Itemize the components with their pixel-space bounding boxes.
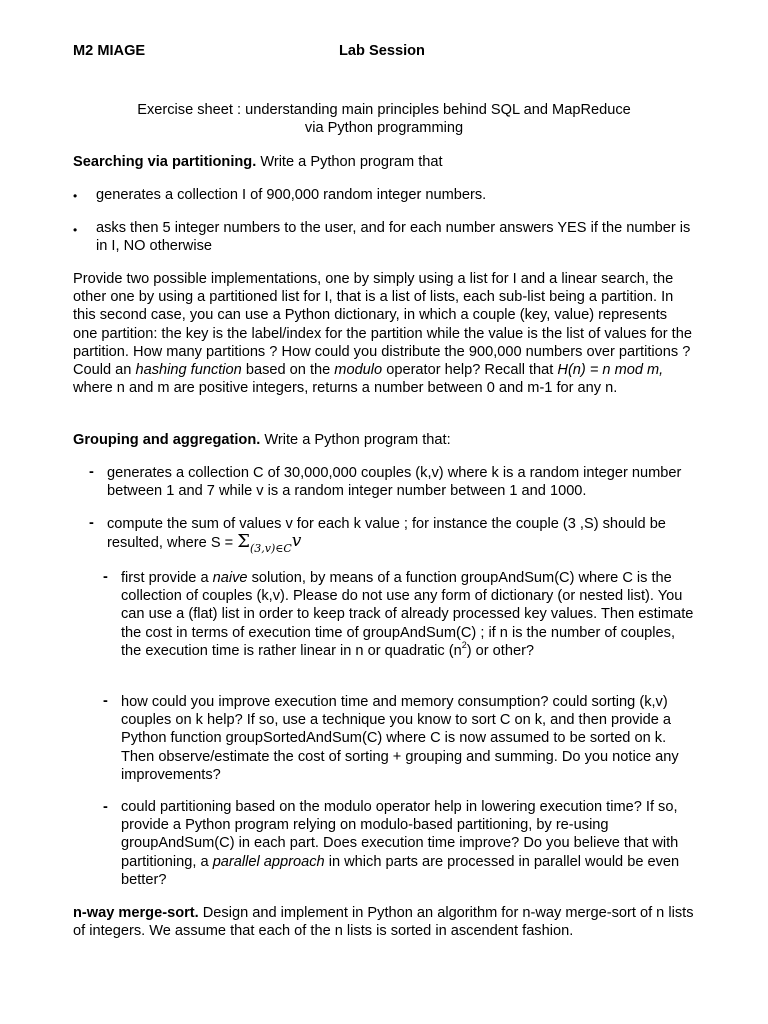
para-part-4: where n and m are positive integers, returns a number between 0 and m-1 for any n.: [73, 380, 618, 397]
grouping-sub-1: [121, 569, 697, 660]
dash-marker: -: [89, 464, 94, 480]
searching-intro-text: Write a Python program that: [256, 154, 443, 170]
mergesort-heading: n-way merge-sort.: [73, 905, 199, 921]
title-line-2: via Python programming: [304, 120, 464, 136]
bullet-marker: •: [73, 223, 78, 237]
grouping-sub-2: how could you improve execution time and memory consumption? could sorting (k,v) couples on k help? If so, use a technique you know to sort C on k, and then provide a Python function groupSortedAndSum(C) where C is now assumed to be sorted on k. Then observe/estimate the cost of sorting + grouping and summing. Do you notice any improvements?: [121, 694, 679, 783]
grouping-heading: Grouping and aggregation.: [73, 432, 261, 448]
sum-formula: [237, 531, 302, 556]
sum-subscript: (3,v)∈C: [249, 542, 292, 556]
sub3-text-a: could partitioning based on the modulo operator help in lowering execution time? If so, provide a Python program relying on modulo-based partitioning, by re-using groupAndSum(C) in each part. Does execution time improve? Do you believe that with partitioning, a: [121, 799, 679, 870]
sub3-italic-parallel: parallel approach: [212, 853, 325, 870]
searching-paragraph: [73, 270, 695, 397]
mergesort-paragraph: [73, 904, 695, 940]
title-line-1: Exercise sheet : understanding main principles behind SQL and MapReduce: [137, 102, 631, 118]
sub1-text-a: first provide a: [121, 570, 213, 586]
para-part-1: Provide two possible implementations, one by simply using a list for I and a linear search, the other one by using a partitioned list for I, that is a list of lists, each sub-list being a partition. In this second case, you can use a Python dictionary, in which a couple (key, value) represents one partition: the key is the label/index for the partition while the value is the list of values for the partition. How many partitions ? How could you distribute the 900,000 numbers over partitions ? Could an: [73, 271, 692, 379]
document-title: [0, 101, 768, 137]
searching-heading: Searching via partitioning.: [73, 154, 257, 170]
para-italic-modulo: modulo: [334, 362, 383, 379]
sub1-text-c: ) or other?: [466, 642, 535, 659]
grouping-intro-text: Write a Python program that:: [260, 432, 451, 448]
dash-marker: -: [103, 569, 108, 585]
grouping-sub-3: [121, 798, 697, 889]
para-part-2: based on the: [241, 362, 335, 379]
dash-marker: -: [103, 799, 108, 815]
dash-marker: -: [103, 693, 108, 709]
sub1-italic-naive: naive: [212, 570, 248, 586]
grouping-item-2-text: compute the sum of values v for each k value ; for instance the couple (3 ,S) should be resulted, where S =: [107, 516, 666, 552]
sub3-text-b: in which parts are processed in parallel would be even better?: [121, 853, 680, 888]
sigma-symbol: Σ: [237, 531, 250, 553]
header-course: M2 MIAGE: [73, 43, 146, 59]
grouping-item-1: generates a collection C of 30,000,000 couples (k,v) where k is a random integer number between 1 and 7 while v is a random integer number between 1 and 1000.: [107, 465, 682, 500]
para-italic-hashing: hashing function: [135, 362, 242, 379]
sub1-superscript: 2: [461, 639, 467, 650]
header-session: Lab Session: [339, 43, 425, 59]
searching-intro: [73, 153, 695, 171]
para-part-3: operator help? Recall that: [382, 362, 558, 379]
sum-variable: v: [291, 531, 302, 552]
dash-marker: -: [89, 515, 94, 531]
grouping-intro: [73, 431, 695, 449]
mergesort-text: Design and implement in Python an algorithm for n-way merge-sort of n lists of integers. We assume that each of the n lists is sorted in ascendent fashion.: [73, 905, 694, 940]
sub1-text-b: solution, by means of a function groupAndSum(C) where C is the collection of couples (k,v). Please do not use any form of dictionary (or nested list). You can use a (flat) list in order to keep track of already processed key values. Then estimate the cost in terms of execution time of groupAndSum(C) ; if n is the number of couples, the execution time is rather linear in n or quadratic (n: [121, 570, 694, 659]
bullet-marker: •: [73, 189, 78, 203]
para-italic-formula: H(n) = n mod m,: [557, 362, 664, 379]
searching-bullet-1: generates a collection I of 900,000 random integer numbers.: [96, 187, 487, 203]
searching-bullet-2: asks then 5 integer numbers to the user, and for each number answers YES if the number is in I, NO otherwise: [96, 220, 691, 255]
grouping-item-2: [107, 515, 697, 556]
